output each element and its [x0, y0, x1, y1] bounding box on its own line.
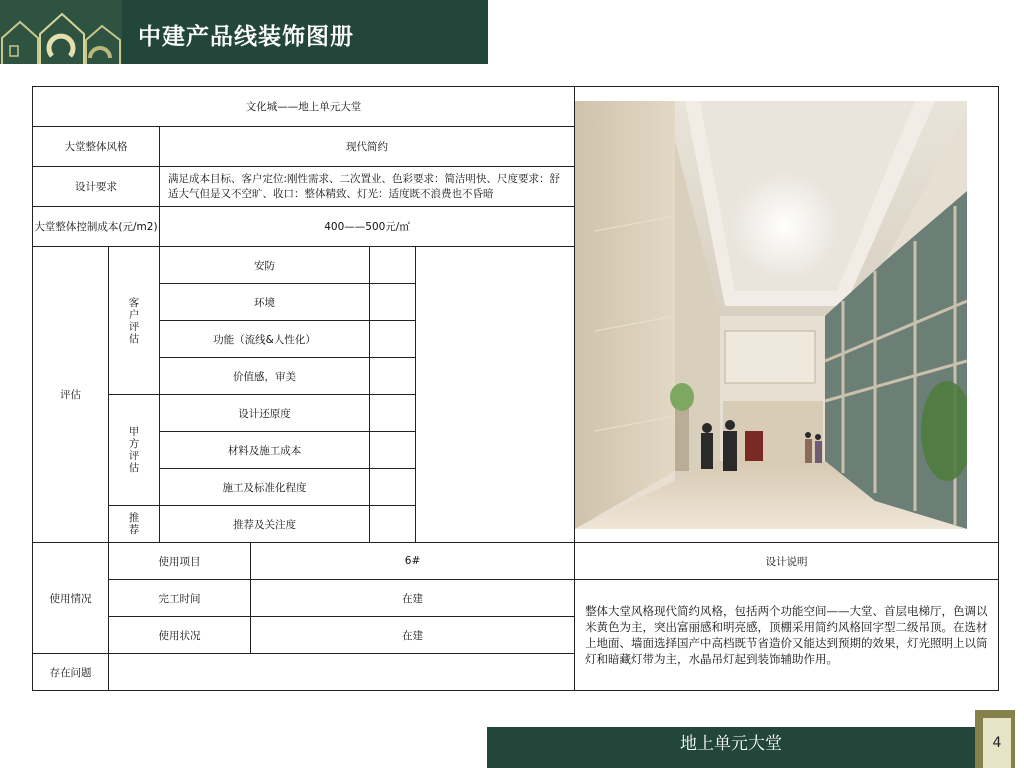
- cost-value: 400——500元/㎡: [160, 207, 575, 247]
- spec-table: [32, 86, 999, 691]
- page-title: 中建产品线装饰图册: [138, 24, 354, 50]
- usage-row-label: 完工时间: [109, 580, 251, 617]
- usage-row-value: 6#: [251, 543, 575, 580]
- score-cell: [370, 358, 416, 395]
- design-notes-text: 整体大堂风格现代简约风格，包括两个功能空间——大堂、首层电梯厅，色调以米黄色为主，突出富丽感和明亮感，顶棚采用简约风格回字型二级吊顶。在选材上地面、墙面选择国产中高档既节省造价又能达到预期的效果，灯光照明上以筒灯和暗藏灯带为主，水晶吊灯起到装饰辅助作用。: [575, 580, 999, 691]
- lobby-photo-cell: [575, 87, 999, 543]
- page-number: 4: [983, 718, 1011, 768]
- score-cell: [370, 432, 416, 469]
- remarks-cell: [416, 247, 575, 543]
- lobby-photo: [575, 101, 967, 529]
- customer-item: 功能（流线&人性化）: [160, 321, 370, 358]
- requirement-value: 满足成本目标、客户定位:刚性需求、二次置业、色彩要求：简洁明快、尺度要求：舒适大气但是又不空旷、收口：整体精致、灯光：适度既不浪费也不昏暗: [160, 167, 575, 207]
- style-value: 现代简约: [160, 127, 575, 167]
- customer-item: 环境: [160, 284, 370, 321]
- footer-bar: [487, 727, 975, 768]
- table-title: 文化城——地上单元大堂: [33, 87, 575, 127]
- design-notes-header: 设计说明: [575, 543, 999, 580]
- usage-row-value: 在建: [251, 580, 575, 617]
- cost-label: 大堂整体控制成本(元/m2): [33, 207, 160, 247]
- score-cell: [370, 469, 416, 506]
- customer-item: 价值感，审美: [160, 358, 370, 395]
- owner-item: 设计还原度: [160, 395, 370, 432]
- logo: [0, 0, 122, 64]
- style-label: 大堂整体风格: [33, 127, 160, 167]
- customer-item: 安防: [160, 247, 370, 284]
- owner-item: 施工及标准化程度: [160, 469, 370, 506]
- issue-label: 存在问题: [33, 654, 109, 691]
- score-cell: [370, 247, 416, 284]
- score-cell: [370, 321, 416, 358]
- recommend-label: 推 荐: [109, 506, 160, 543]
- evaluation-label: 评估: [33, 247, 109, 543]
- usage-row-label: 使用项目: [109, 543, 251, 580]
- page-number-badge: [975, 710, 1015, 768]
- score-cell: [370, 506, 416, 543]
- footer-title: 地上单元大堂: [680, 734, 782, 754]
- usage-label: 使用情况: [33, 543, 109, 654]
- owner-eval-label: 甲 方 评 估: [109, 395, 160, 506]
- requirement-label: 设计要求: [33, 167, 160, 207]
- score-cell: [370, 284, 416, 321]
- owner-item: 材料及施工成本: [160, 432, 370, 469]
- usage-row-value: 在建: [251, 617, 575, 654]
- recommend-item: 推荐及关注度: [160, 506, 370, 543]
- usage-row-label: 使用状况: [109, 617, 251, 654]
- issue-value: [109, 654, 575, 691]
- score-cell: [370, 395, 416, 432]
- customer-eval-label: 客 户 评 估: [109, 247, 160, 395]
- header-bar: [0, 0, 488, 64]
